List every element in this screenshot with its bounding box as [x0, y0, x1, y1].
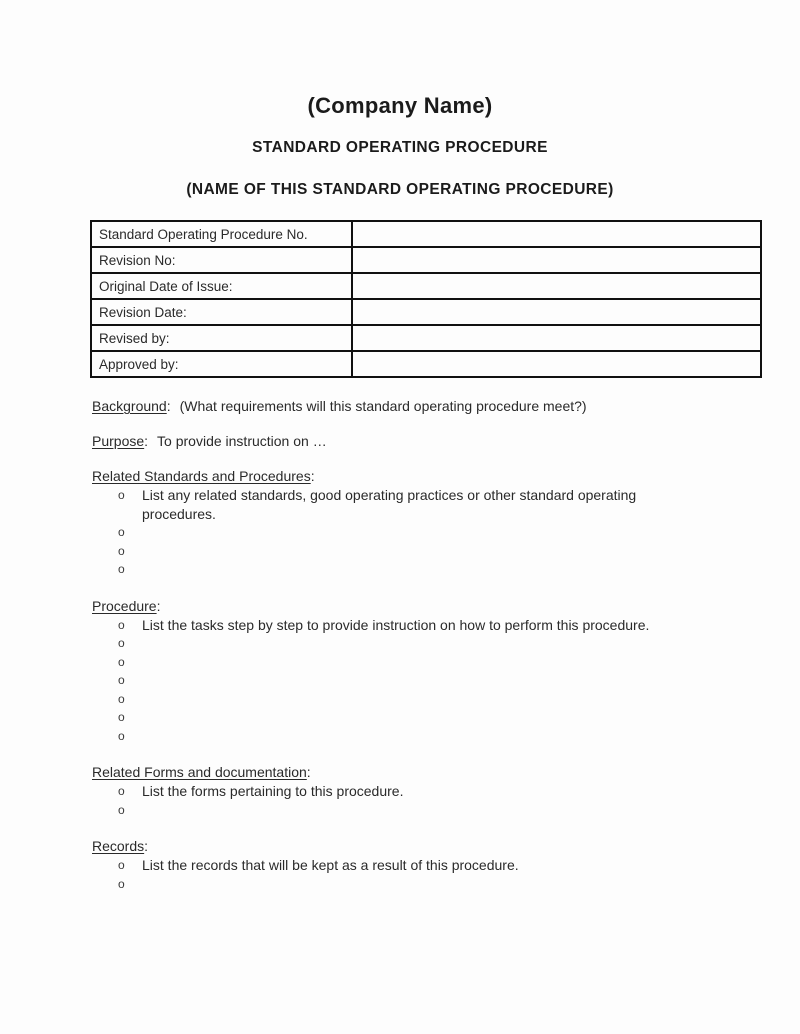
- field-value-cell: [352, 273, 761, 299]
- bullet-icon: o: [118, 784, 125, 798]
- bullet-list: [92, 616, 752, 746]
- section-label-colon: :: [144, 433, 149, 449]
- section-label: Procedure: [92, 597, 157, 614]
- field-value-cell: [352, 299, 761, 325]
- bullet-icon: o: [118, 876, 125, 891]
- field-value-cell: [352, 221, 761, 247]
- section-procedure: [92, 598, 752, 746]
- bullet-icon: o: [118, 691, 125, 706]
- list-item-text: List any related standards, good operating practices or other standard operating procedures.: [142, 487, 637, 522]
- field-value-cell: [352, 325, 761, 351]
- section-records: [92, 838, 752, 893]
- sections-container: [92, 398, 752, 893]
- bullet-icon: o: [118, 710, 125, 724]
- company-name-heading: (Company Name): [307, 93, 493, 118]
- bullet-icon: o: [118, 562, 125, 576]
- section-related-standards-and-procedures: [92, 468, 752, 579]
- list-item: [92, 708, 752, 727]
- section-heading: [92, 598, 752, 614]
- section-background: [92, 398, 752, 414]
- list-item: [92, 875, 752, 894]
- field-label-cell: Original Date of Issue:: [91, 273, 352, 299]
- section-label-colon: :: [156, 597, 161, 614]
- section-heading: [92, 398, 752, 414]
- bullet-icon: o: [118, 802, 125, 817]
- section-label: Background: [92, 398, 167, 414]
- sop-name-heading: (NAME OF THIS STANDARD OPERATING PROCEDURE): [186, 181, 614, 198]
- table-row: [91, 221, 761, 247]
- section-label: Purpose: [92, 433, 145, 449]
- section-label-colon: :: [144, 838, 149, 854]
- bullet-icon: o: [118, 654, 125, 669]
- section-heading: [92, 838, 752, 854]
- bullet-icon: o: [118, 543, 125, 558]
- bullet-icon: o: [118, 728, 125, 743]
- table-row: [91, 273, 761, 299]
- section-label-colon: :: [306, 764, 311, 780]
- sop-info-table-body: [91, 221, 761, 377]
- list-item: [92, 523, 752, 542]
- list-item: [92, 542, 752, 561]
- bullet-icon: o: [118, 858, 125, 872]
- field-label-cell: Approved by:: [91, 351, 352, 377]
- field-value-cell: [352, 351, 761, 377]
- section-heading: [92, 433, 752, 449]
- bullet-icon: o: [118, 673, 125, 687]
- section-purpose: [92, 433, 752, 449]
- section-label: Related Forms and documentation: [92, 764, 307, 780]
- field-label-cell: Revision Date:: [91, 299, 352, 325]
- list-item-text: List the records that will be kept as a result of this procedure.: [142, 857, 519, 873]
- list-item: [92, 616, 752, 635]
- table-row: [91, 351, 761, 377]
- list-item: [92, 856, 752, 875]
- field-label-cell: Standard Operating Procedure No.: [91, 221, 352, 247]
- section-related-forms-and-documentation: [92, 764, 752, 819]
- section-inline-text: To provide instruction on …: [157, 433, 327, 449]
- bullet-icon: o: [118, 488, 125, 502]
- list-item: [92, 801, 752, 820]
- list-item: [92, 560, 752, 579]
- list-item: [92, 727, 752, 746]
- section-label-colon: :: [166, 398, 171, 414]
- field-value-cell: [352, 247, 761, 273]
- section-label-colon: :: [310, 468, 315, 484]
- table-row: [91, 299, 761, 325]
- list-item: [92, 671, 752, 690]
- field-label-cell: Revision No:: [91, 247, 352, 273]
- bullet-icon: o: [118, 525, 125, 539]
- list-item: [92, 690, 752, 709]
- list-item: [92, 653, 752, 672]
- list-item-text: List the forms pertaining to this procedure.: [142, 783, 404, 799]
- table-row: [91, 247, 761, 273]
- list-item: [92, 782, 752, 801]
- bullet-list: [92, 486, 752, 579]
- bullet-list: [92, 856, 752, 893]
- section-label: Related Standards and Procedures: [92, 468, 311, 484]
- bullet-icon: o: [118, 617, 125, 632]
- section-label: Records: [92, 838, 145, 854]
- section-heading: [92, 764, 752, 780]
- table-row: [91, 325, 761, 351]
- list-item-text: List the tasks step by step to provide instruction on how to perform this procedure.: [142, 616, 650, 633]
- field-label-cell: Revised by:: [91, 325, 352, 351]
- section-inline-text: (What requirements will this standard operating procedure meet?): [179, 398, 587, 414]
- list-item: [92, 486, 752, 523]
- list-item: [92, 634, 752, 653]
- bullet-icon: o: [118, 636, 125, 650]
- sop-title-heading: STANDARD OPERATING PROCEDURE: [252, 139, 548, 156]
- section-heading: [92, 468, 752, 484]
- bullet-list: [92, 782, 752, 819]
- sop-info-table: [90, 220, 762, 378]
